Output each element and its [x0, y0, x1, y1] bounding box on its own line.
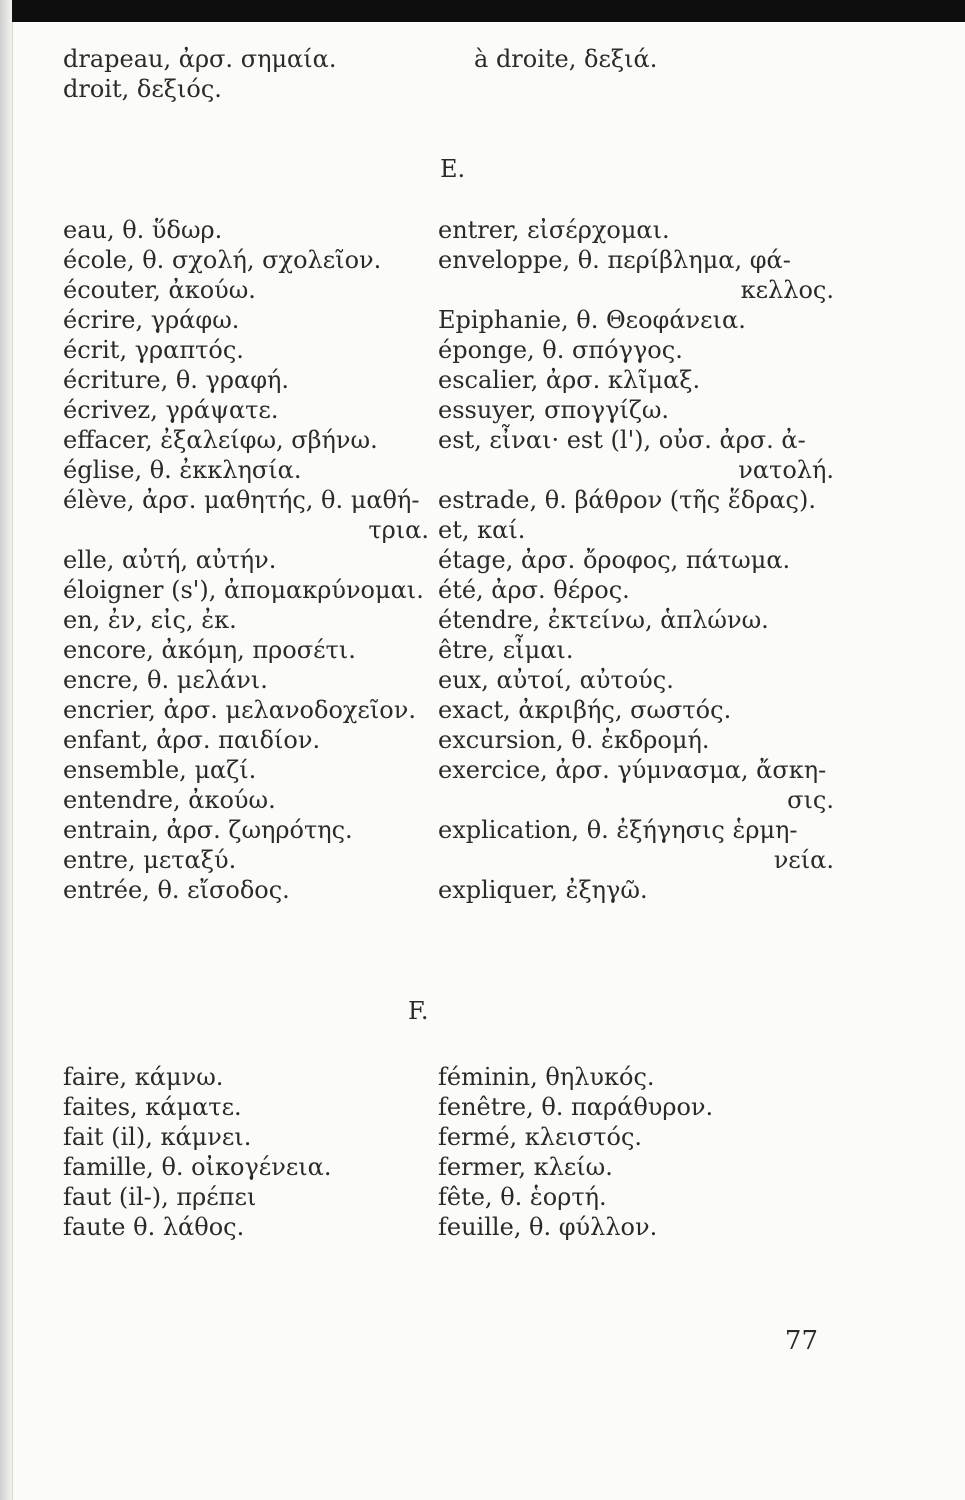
dictionary-entry: entendre, ἀκούω. [63, 786, 276, 814]
dictionary-entry: école, θ. σχολή, σχολεῖον. [63, 246, 382, 274]
dictionary-entry: faut (il-), πρέπει [63, 1183, 257, 1211]
pre-section-left-column [63, 44, 423, 104]
dictionary-entry-continuation: κελλος. [740, 276, 834, 304]
dictionary-entry: explication, θ. ἐξήγησις ἑρμη- [438, 816, 798, 844]
dictionary-entry: expliquer, ἐξηγῶ. [438, 876, 648, 904]
dictionary-entry: escalier, ἀρσ. κλῖμαξ. [438, 366, 701, 394]
dictionary-entry: droit, δεξιός. [63, 75, 222, 103]
dictionary-entry: écriture, θ. γραφή. [63, 366, 290, 394]
dictionary-entry: elle, αὐτή, αὐτήν. [63, 546, 277, 574]
dictionary-entry: écrivez, γράψατε. [63, 396, 279, 424]
dictionary-entry: entrer, εἰσέρχομαι. [438, 216, 670, 244]
dictionary-entry: en, ἐν, εἰς, ἐκ. [63, 606, 237, 634]
dictionary-entry: fenêtre, θ. παράθυρον. [438, 1093, 714, 1121]
dictionary-entry: excursion, θ. ἐκδρομή. [438, 726, 710, 754]
dictionary-entry-continuation: νατολή. [738, 456, 834, 484]
dictionary-entry: est, εἶναι· est (l'), οὐσ. ἀρσ. ἀ- [438, 426, 806, 454]
dictionary-entry: entrain, ἀρσ. ζωηρότης. [63, 816, 353, 844]
dictionary-entry: encrier, ἀρσ. μελανοδοχεῖον. [63, 696, 416, 724]
dictionary-entry: drapeau, ἀρσ. σημαία. [63, 45, 337, 73]
dictionary-entry: faute θ. λάθος. [63, 1213, 245, 1241]
dictionary-entry: faites, κάματε. [63, 1093, 242, 1121]
dictionary-entry: fait (il), κάμνει. [63, 1123, 252, 1151]
dictionary-entry: être, εἶμαι. [438, 636, 574, 664]
dictionary-entry: famille, θ. οἰκογένεια. [63, 1153, 332, 1181]
dictionary-entry: étendre, ἐκτείνω, ἁπλώνω. [438, 606, 769, 634]
scan-top-border [0, 0, 965, 22]
dictionary-entry: à droite, δεξιά. [474, 45, 658, 73]
dictionary-entry-continuation: νεία. [773, 846, 834, 874]
section-letter-e: E. [440, 155, 466, 183]
dictionary-entry: entre, μεταξύ. [63, 846, 237, 874]
dictionary-entry: fête, θ. ἑορτή. [438, 1183, 607, 1211]
dictionary-entry: entrée, θ. εἴσοδος. [63, 876, 290, 904]
dictionary-entry: éloigner (s'), ἀπομακρύνομαι. [63, 576, 424, 604]
section-letter-f: F. [408, 997, 429, 1025]
dictionary-entry: et, καί. [438, 516, 526, 544]
section-e-left-column [63, 215, 433, 905]
section-f-left-column [63, 1062, 423, 1242]
page-margin-line [12, 22, 13, 1500]
dictionary-entry: exercice, ἀρσ. γύμνασμα, ἄσκη- [438, 756, 827, 784]
dictionary-entry: étage, ἀρσ. ὄροφος, πάτωμα. [438, 546, 791, 574]
dictionary-entry: encore, ἀκόμη, προσέτι. [63, 636, 356, 664]
dictionary-entry-continuation: τρια. [368, 516, 429, 544]
dictionary-entry: éponge, θ. σπόγγος. [438, 336, 683, 364]
dictionary-entry: enfant, ἀρσ. παιδίον. [63, 726, 321, 754]
dictionary-entry: fermer, κλείω. [438, 1153, 613, 1181]
page-number: 77 [784, 1326, 818, 1356]
dictionary-entry: feuille, θ. φύλλον. [438, 1213, 658, 1241]
dictionary-entry: eau, θ. ὕδωρ. [63, 216, 223, 244]
dictionary-entry: élève, ἀρσ. μαθητής, θ. μαθή- [63, 486, 420, 514]
dictionary-entry: essuyer, σπογγίζω. [438, 396, 670, 424]
dictionary-entry: église, θ. ἐκκλησία. [63, 456, 302, 484]
dictionary-entry: effacer, ἐξαλείφω, σβήνω. [63, 426, 378, 454]
dictionary-entry: écrit, γραπτός. [63, 336, 244, 364]
dictionary-entry: faire, κάμνω. [63, 1063, 224, 1091]
dictionary-entry: Epiphanie, θ. Θεοφάνεια. [438, 306, 746, 334]
dictionary-entry: écrire, γράφω. [63, 306, 240, 334]
dictionary-entry: estrade, θ. βάθρον (τῆς ἕδρας). [438, 486, 816, 514]
section-e-right-column [438, 215, 838, 905]
dictionary-entry: été, ἀρσ. θέρος. [438, 576, 630, 604]
dictionary-entry: encre, θ. μελάνι. [63, 666, 268, 694]
dictionary-entry: écouter, ἀκούω. [63, 276, 256, 304]
dictionary-entry: ensemble, μαζί. [63, 756, 257, 784]
dictionary-entry: exact, ἀκριβής, σωστός. [438, 696, 732, 724]
pre-section-right-column [474, 44, 774, 74]
dictionary-entry: enveloppe, θ. περίβλημα, φά- [438, 246, 791, 274]
dictionary-entry: eux, αὐτοί, αὐτούς. [438, 666, 674, 694]
dictionary-entry-continuation: σις. [787, 786, 834, 814]
dictionary-entry: féminin, θηλυκός. [438, 1063, 655, 1091]
dictionary-entry: fermé, κλειστός. [438, 1123, 643, 1151]
section-f-right-column [438, 1062, 818, 1242]
scan-left-edge [0, 0, 12, 1500]
